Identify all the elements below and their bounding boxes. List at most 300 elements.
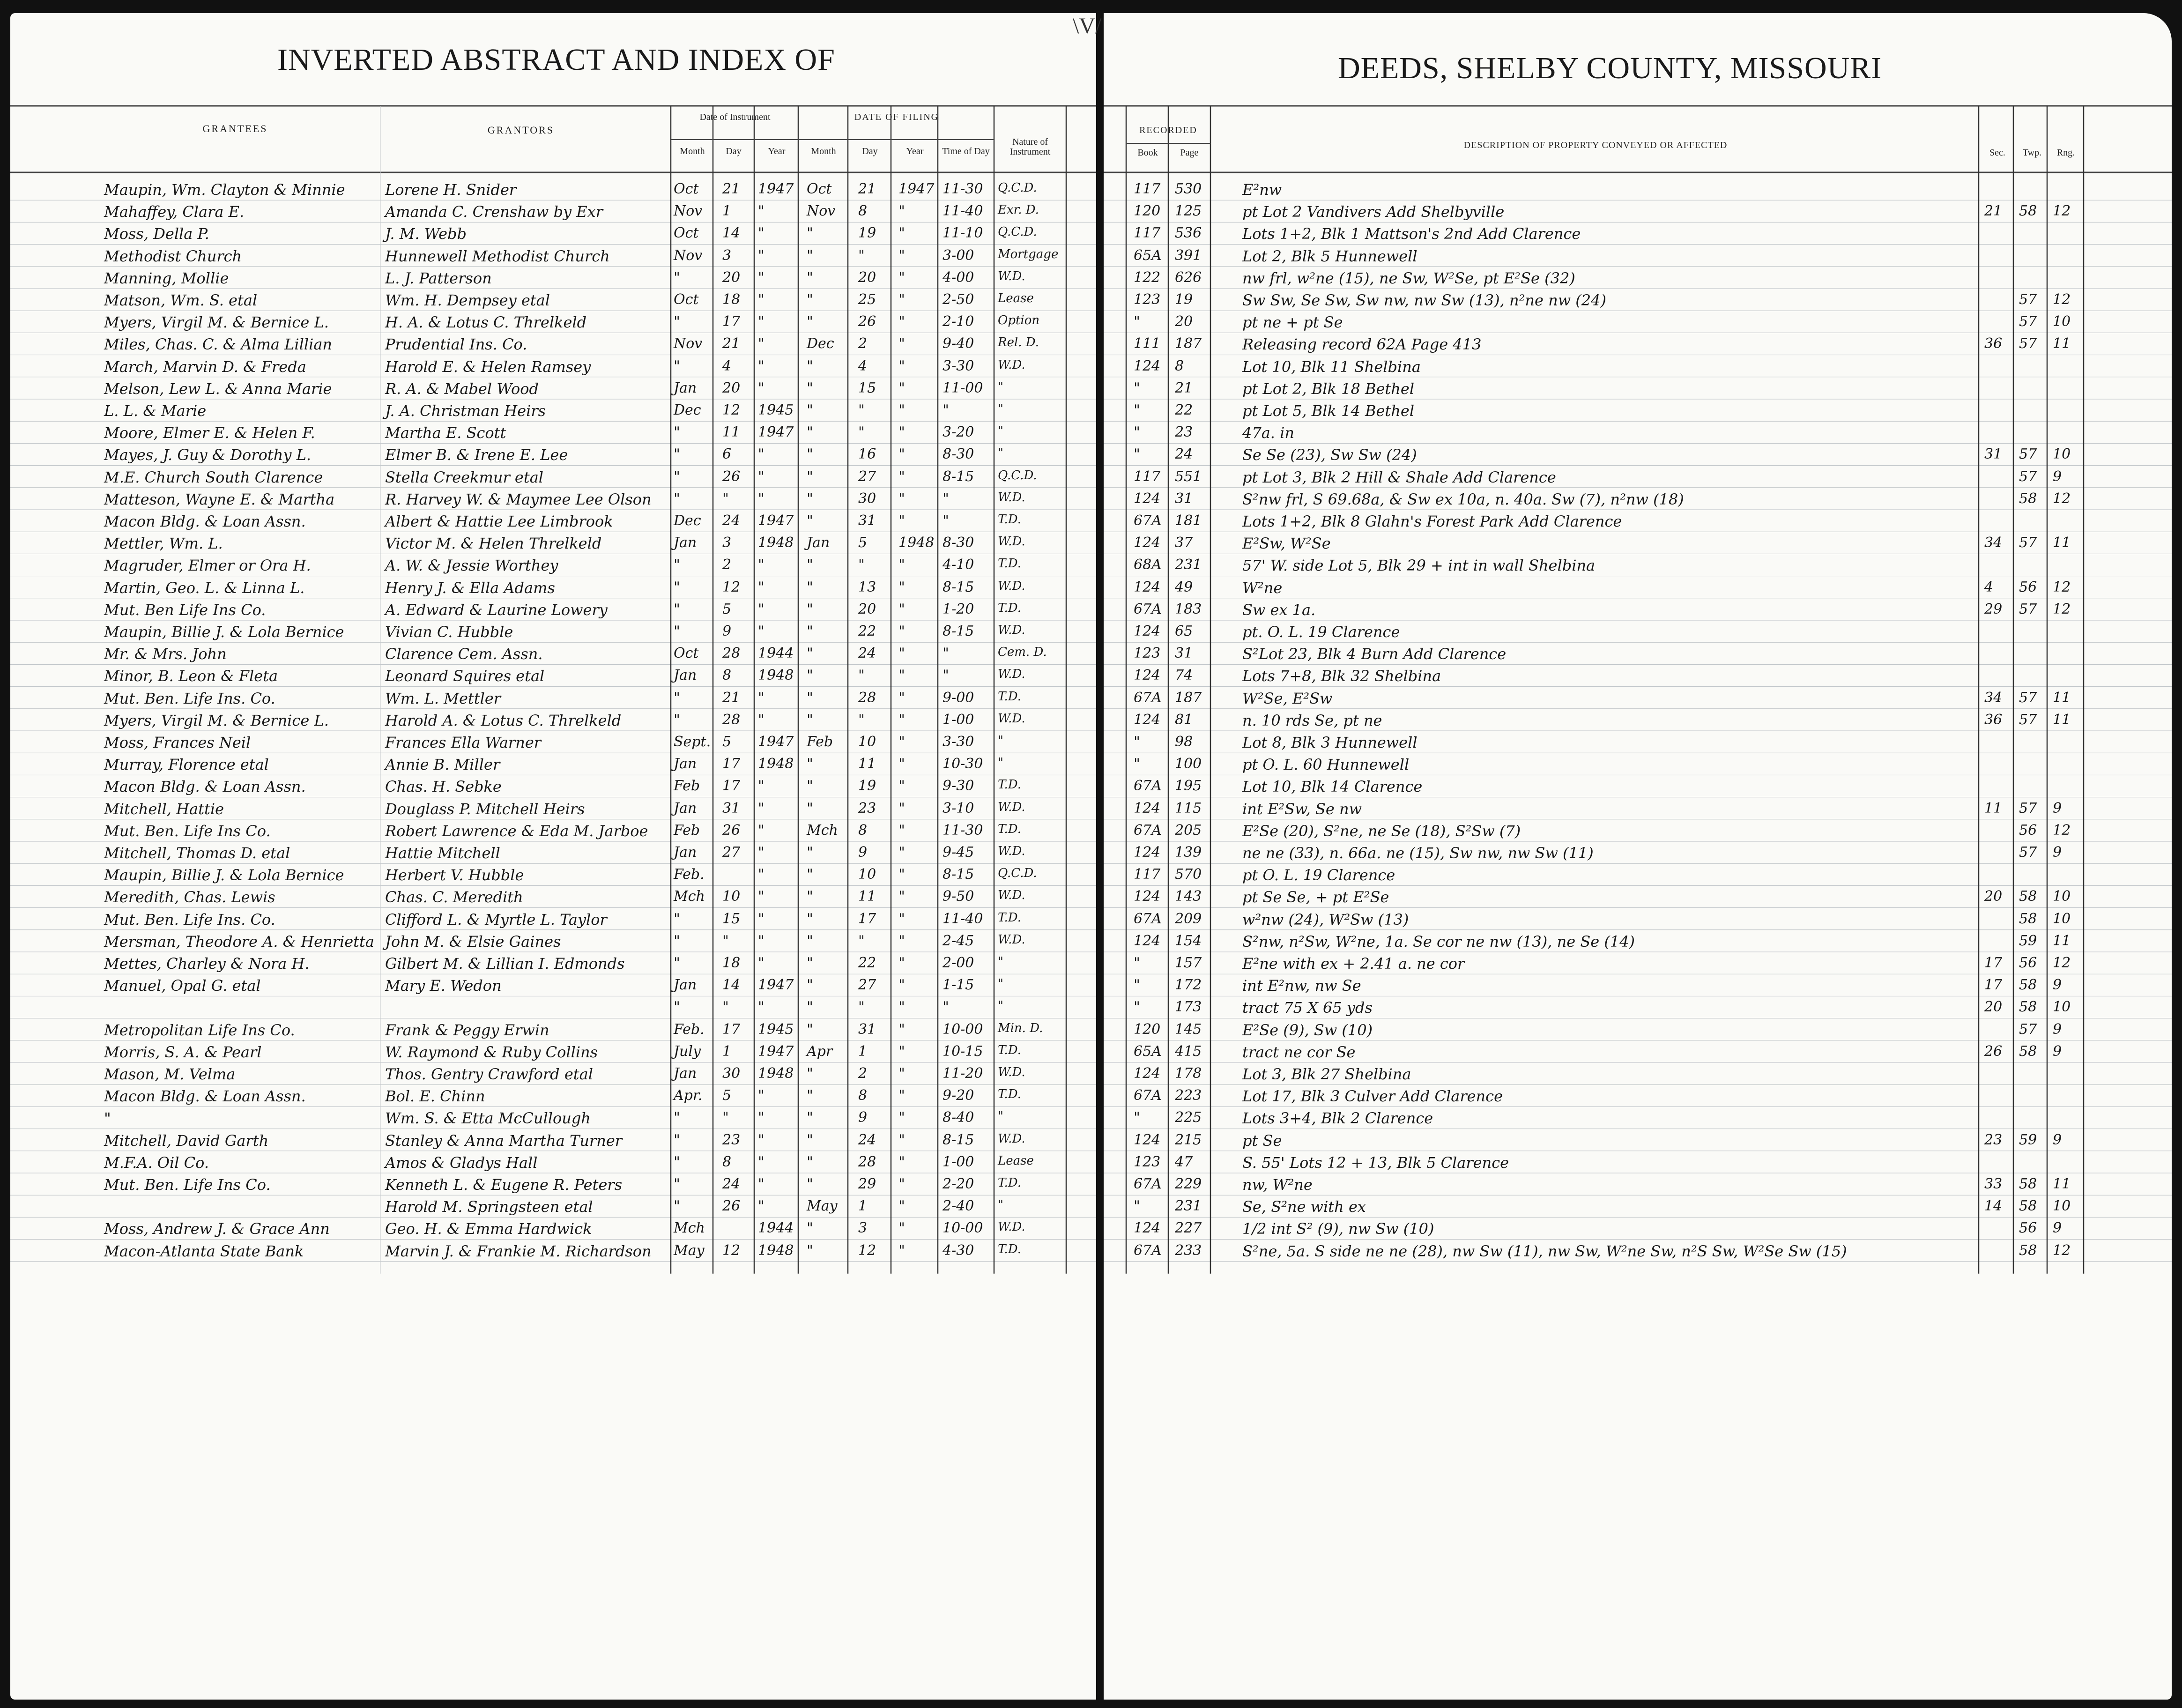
left-cell-time: 9-20 [943, 1087, 974, 1104]
left-cell-im: Feb. [674, 866, 705, 883]
right-cell-sec: 34 [1984, 535, 2003, 551]
left-cell-id: 20 [722, 379, 741, 396]
right-cell-book: " [1134, 313, 1140, 330]
left-entry-row [10, 888, 1096, 910]
right-cell-rng: 9 [2053, 1043, 2062, 1060]
right-entry-row [1104, 1176, 2172, 1197]
left-cell-fy: " [898, 468, 905, 485]
right-cell-twp: 57 [2019, 313, 2037, 330]
right-cell-book: 124 [1134, 844, 1161, 861]
right-cell-desc: E²Se (20), S²ne, ne Se (18), S²Sw (7) [1242, 822, 1521, 840]
left-cell-nature: Q.C.D. [998, 225, 1037, 239]
left-cell-time: 1-00 [943, 711, 974, 728]
right-cell-desc: pt Lot 3, Blk 2 Hill & Shale Add Clarence [1242, 468, 1556, 486]
left-cell-nature: T.D. [998, 689, 1021, 704]
left-cell-im: " [674, 601, 680, 617]
right-cell-twp: 58 [2019, 490, 2037, 507]
left-cell-fy: 1948 [898, 535, 935, 551]
left-cell-grantor: Victor M. & Helen Threlkeld [385, 535, 602, 553]
left-cell-id: 1 [722, 1043, 732, 1060]
left-cell-grantor: J. A. Christman Heirs [385, 402, 546, 420]
left-cell-fm: " [807, 557, 813, 573]
left-cell-iy: 1947 [758, 181, 794, 197]
left-cell-fd: " [858, 999, 865, 1016]
left-cell-im: Feb [674, 778, 700, 795]
left-cell-grantor: Henry J. & Ella Adams [385, 579, 555, 597]
left-cell-iy: 1948 [758, 1242, 794, 1259]
left-cell-iy: " [758, 357, 764, 374]
left-entry-row [10, 690, 1096, 711]
right-cell-twp: 56 [2019, 1220, 2037, 1237]
header-sec: Sec. [1989, 148, 2005, 158]
right-cell-page: 205 [1175, 822, 1202, 839]
left-cell-time: 4-00 [943, 269, 974, 286]
left-entry-row [10, 1021, 1096, 1043]
left-cell-fd: 2 [858, 335, 868, 352]
left-cell-time: 10-00 [943, 1220, 983, 1237]
left-cell-fm: " [807, 379, 813, 396]
left-cell-grantor: A. Edward & Laurine Lowery [385, 601, 608, 619]
right-entry-row [1104, 446, 2172, 468]
left-cell-iy: " [758, 1109, 764, 1126]
left-cell-id: 24 [722, 512, 741, 529]
left-cell-id: 9 [722, 623, 732, 639]
right-cell-book: 67A [1134, 822, 1162, 839]
right-entry-row [1104, 999, 2172, 1020]
left-cell-fy: " [898, 977, 905, 994]
right-cell-book: " [1134, 955, 1140, 971]
left-cell-nature: W.D. [998, 888, 1025, 903]
left-cell-nature: Option [998, 313, 1040, 328]
left-cell-nature: W.D. [998, 1220, 1025, 1234]
left-cell-iy: " [758, 247, 764, 264]
left-cell-grantor: Martha E. Scott [385, 424, 506, 442]
right-cell-page: 47 [1175, 1153, 1193, 1170]
left-cell-fm: Feb [807, 734, 833, 750]
left-cell-im: " [674, 689, 680, 706]
right-cell-desc: S²Lot 23, Blk 4 Burn Add Clarence [1242, 645, 1507, 663]
left-cell-im: " [674, 999, 680, 1016]
right-cell-page: 231 [1175, 1198, 1202, 1215]
right-cell-rng: 11 [2053, 1176, 2071, 1192]
left-cell-grantee: Metropolitan Life Ins Co. [104, 1021, 295, 1039]
right-cell-page: 391 [1175, 247, 1202, 264]
left-cell-fy: " [898, 734, 905, 750]
right-cell-page: 37 [1175, 535, 1193, 551]
right-cell-rng: 12 [2053, 822, 2071, 839]
left-cell-time: 4-10 [943, 557, 974, 573]
right-cell-sec: 36 [1984, 711, 2003, 728]
right-cell-desc: ne ne (33), n. 66a. ne (15), Sw nw, nw Sw (11) [1242, 844, 1594, 862]
left-cell-im: Oct [674, 225, 699, 242]
left-cell-time: 10-00 [943, 1021, 983, 1038]
left-entry-row [10, 712, 1096, 733]
left-cell-grantee: Miles, Chas. C. & Alma Lillian [104, 335, 333, 354]
right-cell-book: " [1134, 379, 1140, 396]
right-entry-row [1104, 225, 2172, 246]
left-cell-grantee: Moss, Della P. [104, 225, 209, 243]
left-cell-nature: T.D. [998, 1043, 1021, 1057]
left-cell-grantor: Herbert V. Hubble [385, 866, 524, 884]
right-cell-page: 225 [1175, 1109, 1202, 1126]
header-rng: Rng. [2056, 148, 2075, 158]
right-entry-row [1104, 734, 2172, 755]
left-entry-row [10, 822, 1096, 844]
left-cell-fm: " [807, 1087, 813, 1104]
right-cell-rng: 12 [2053, 1242, 2071, 1259]
right-cell-rng: 9 [2053, 1220, 2062, 1237]
left-cell-fd: " [858, 402, 865, 418]
left-cell-fy: " [898, 1242, 905, 1259]
left-cell-im: Feb [674, 822, 700, 839]
left-cell-im: Oct [674, 645, 699, 662]
right-cell-desc: Lots 1+2, Blk 1 Mattson's 2nd Add Clarence [1242, 225, 1581, 243]
left-cell-fd: 1 [858, 1043, 868, 1060]
left-cell-id: 12 [722, 402, 741, 418]
right-cell-desc: Releasing record 62A Page 413 [1242, 335, 1482, 354]
right-cell-page: 31 [1175, 645, 1193, 662]
right-cell-book: 67A [1134, 778, 1162, 795]
left-cell-fy: " [898, 247, 905, 264]
left-cell-grantee: Macon Bldg. & Loan Assn. [104, 778, 306, 796]
left-cell-time: 9-30 [943, 778, 974, 795]
left-cell-im: " [674, 1198, 680, 1215]
right-entry-row [1104, 667, 2172, 689]
left-cell-time: 9-50 [943, 888, 974, 905]
left-cell-fd: 22 [858, 955, 876, 971]
right-cell-desc: 1/2 int S² (9), nw Sw (10) [1242, 1220, 1434, 1238]
right-cell-page: 31 [1175, 490, 1193, 507]
right-cell-desc: S²nw frl, S 69.68a, & Sw ex 10a, n. 40a. Sw (7), n²nw (18) [1242, 490, 1684, 508]
left-entry-row [10, 756, 1096, 777]
left-cell-grantor: J. M. Webb [385, 225, 467, 243]
left-cell-iy: 1947 [758, 977, 794, 994]
right-cell-rng: 9 [2053, 468, 2062, 485]
left-cell-im: Mch [674, 888, 705, 905]
right-cell-sec: 23 [1984, 1131, 2003, 1148]
right-cell-book: " [1134, 734, 1140, 750]
right-cell-book: " [1134, 999, 1140, 1016]
left-cell-grantor: R. Harvey W. & Maymee Lee Olson [385, 490, 652, 508]
left-cell-id: 26 [722, 822, 741, 839]
right-cell-sec: 17 [1984, 955, 2003, 971]
right-cell-sec: 31 [1984, 446, 2003, 463]
left-cell-fy: " [898, 379, 905, 396]
left-cell-iy: " [758, 1176, 764, 1192]
right-cell-desc: W²ne [1242, 579, 1283, 597]
left-cell-grantor: Leonard Squires etal [385, 667, 545, 685]
left-cell-fy: " [898, 1087, 905, 1104]
left-cell-nature: Q.C.D. [998, 468, 1037, 483]
left-cell-iy: 1947 [758, 424, 794, 441]
right-cell-page: 65 [1175, 623, 1193, 639]
left-cell-time: 9-00 [943, 689, 974, 706]
left-cell-grantor: Harold M. Springsteen etal [385, 1198, 593, 1216]
right-cell-desc: Lot 10, Blk 11 Shelbina [1242, 357, 1421, 376]
left-cell-im: Jan [674, 756, 697, 772]
right-cell-desc: S²ne, 5a. S side ne ne (28), nw Sw (11), nw Sw, W²ne Sw, n²S Sw, W²Se Sw (15) [1242, 1242, 1847, 1260]
left-cell-id: 21 [722, 335, 741, 352]
left-cell-im: May [674, 1242, 705, 1259]
right-cell-sec: 29 [1984, 601, 2003, 617]
left-cell-grantee: Moss, Frances Neil [104, 734, 251, 751]
right-cell-desc: w²nw (24), W²Sw (13) [1242, 910, 1409, 928]
right-cell-page: 626 [1175, 269, 1202, 286]
right-cell-sec: 4 [1984, 579, 1994, 595]
left-cell-time: 2-40 [943, 1198, 974, 1215]
right-cell-book: 124 [1134, 1065, 1161, 1082]
right-entry-row [1104, 1220, 2172, 1241]
left-cell-fd: 15 [858, 379, 876, 396]
left-cell-nature: " [998, 1198, 1003, 1212]
right-entry-row [1104, 1132, 2172, 1153]
left-cell-iy: " [758, 1131, 764, 1148]
left-cell-fm: " [807, 1109, 813, 1126]
left-cell-id: 28 [722, 711, 741, 728]
right-cell-book: 122 [1134, 269, 1161, 286]
right-cell-book: " [1134, 1109, 1140, 1126]
right-cell-twp: 56 [2019, 955, 2037, 971]
left-entry-row [10, 402, 1096, 423]
left-ledger-page [10, 13, 1102, 1700]
right-cell-twp: 57 [2019, 689, 2037, 706]
left-entry-row [10, 446, 1096, 468]
right-cell-book: 124 [1134, 579, 1161, 595]
left-cell-nature: W.D. [998, 711, 1025, 726]
left-cell-time: 8-15 [943, 623, 974, 639]
left-cell-id: 11 [722, 424, 741, 441]
left-cell-im: " [674, 910, 680, 927]
right-entry-row [1104, 579, 2172, 601]
right-cell-desc: S²nw, n²Sw, W²ne, 1a. Se cor ne nw (13), ne Se (14) [1242, 932, 1635, 951]
header-filing-month: Month [811, 146, 836, 156]
left-cell-nature: Exr. D. [998, 203, 1039, 217]
right-cell-desc: W²Se, E²Sw [1242, 689, 1333, 707]
header-filing-year: Year [906, 146, 924, 156]
left-entry-row [10, 1198, 1096, 1219]
left-cell-fy: " [898, 888, 905, 905]
left-cell-id: 20 [722, 269, 741, 286]
left-cell-fd: 10 [858, 866, 876, 883]
left-cell-iy: " [758, 955, 764, 971]
left-cell-fd: 20 [858, 601, 876, 617]
left-cell-grantor: Wm. L. Mettler [385, 689, 501, 707]
left-cell-nature: Rel. D. [998, 335, 1039, 350]
right-entry-row [1104, 888, 2172, 910]
left-cell-time: 1-20 [943, 601, 974, 617]
right-cell-book: 65A [1134, 1043, 1162, 1060]
left-cell-im: " [674, 623, 680, 639]
right-cell-rng: 10 [2053, 1198, 2071, 1215]
left-cell-time: 2-50 [943, 291, 974, 308]
left-cell-fd: 27 [858, 977, 876, 994]
right-cell-desc: nw, W²ne [1242, 1176, 1313, 1194]
left-cell-grantor: Stanley & Anna Martha Turner [385, 1131, 623, 1150]
left-cell-nature: Min. D. [998, 1021, 1043, 1035]
right-cell-book: 67A [1134, 910, 1162, 927]
right-cell-book: 68A [1134, 557, 1162, 573]
left-cell-fy: " [898, 1131, 905, 1148]
right-cell-twp: 56 [2019, 822, 2037, 839]
left-cell-iy: " [758, 557, 764, 573]
right-cell-page: 143 [1175, 888, 1202, 905]
left-entry-row [10, 579, 1096, 601]
left-cell-fm: " [807, 512, 813, 529]
left-cell-iy: " [758, 1087, 764, 1104]
left-entry-row [10, 313, 1096, 335]
left-cell-grantor: Harold A. & Lotus C. Threlkeld [385, 711, 622, 729]
right-entry-row [1104, 1109, 2172, 1131]
left-cell-id: 14 [722, 977, 741, 994]
right-cell-page: 157 [1175, 955, 1202, 971]
left-cell-im: " [674, 1109, 680, 1126]
left-cell-iy: " [758, 800, 764, 817]
left-cell-grantee: Mitchell, Thomas D. etal [104, 844, 290, 862]
left-cell-im: Jan [674, 1065, 697, 1082]
left-cell-fd: " [858, 932, 865, 949]
right-entry-row [1104, 601, 2172, 623]
left-cell-grantor: Lorene H. Snider [385, 181, 517, 199]
right-entry-row [1104, 756, 2172, 777]
right-cell-twp: 57 [2019, 800, 2037, 817]
right-cell-page: 81 [1175, 711, 1193, 728]
left-cell-fy: " [898, 711, 905, 728]
left-cell-fm: " [807, 1242, 813, 1259]
left-entry-row [10, 181, 1096, 202]
left-cell-id: 5 [722, 1087, 732, 1104]
left-cell-im: Jan [674, 800, 697, 817]
left-cell-fm: " [807, 247, 813, 264]
left-cell-grantor: Robert Lawrence & Eda M. Jarboe [385, 822, 648, 840]
right-cell-twp: 57 [2019, 335, 2037, 352]
left-cell-id: " [722, 490, 729, 507]
right-entry-row [1104, 424, 2172, 446]
left-cell-nature: Lease [998, 1153, 1034, 1168]
left-cell-id: 24 [722, 1176, 741, 1192]
left-cell-fd: 2 [858, 1065, 868, 1082]
left-cell-fm: " [807, 999, 813, 1016]
left-entry-row [10, 535, 1096, 556]
left-cell-id: 8 [722, 667, 732, 684]
left-cell-fd: 31 [858, 512, 876, 529]
left-entry-row [10, 335, 1096, 357]
left-cell-fd: " [858, 247, 865, 264]
left-cell-grantor: Hunnewell Methodist Church [385, 247, 610, 265]
left-cell-fd: " [858, 557, 865, 573]
left-cell-time: 3-00 [943, 247, 974, 264]
left-cell-fm: " [807, 1153, 813, 1170]
left-cell-grantee: Mut. Ben. Life Ins. Co. [104, 689, 275, 707]
left-entry-row [10, 866, 1096, 888]
left-cell-fy: " [898, 402, 905, 418]
left-entry-row [10, 358, 1096, 379]
right-cell-desc: Lots 3+4, Blk 2 Clarence [1242, 1109, 1433, 1128]
left-cell-fd: 22 [858, 623, 876, 639]
left-entry-row [10, 1109, 1096, 1131]
left-cell-time: 3-30 [943, 734, 974, 750]
left-cell-im: " [674, 1131, 680, 1148]
left-cell-id: 10 [722, 888, 741, 905]
right-cell-book: " [1134, 402, 1140, 418]
left-cell-nature: W.D. [998, 1131, 1025, 1146]
left-cell-nature: W.D. [998, 667, 1025, 682]
right-cell-book: " [1134, 446, 1140, 463]
left-cell-fm: " [807, 1176, 813, 1192]
left-cell-id: 2 [722, 557, 732, 573]
right-cell-rng: 11 [2053, 932, 2071, 949]
left-entry-row [10, 734, 1096, 755]
right-cell-book: 124 [1134, 1220, 1161, 1237]
left-cell-grantee: Magruder, Elmer or Ora H. [104, 557, 311, 575]
right-cell-page: 21 [1175, 379, 1193, 396]
left-entry-row [10, 1043, 1096, 1065]
left-cell-id: 12 [722, 1242, 741, 1259]
left-cell-fm: Dec [807, 335, 834, 352]
right-cell-desc: n. 10 rds Se, pt ne [1242, 711, 1382, 729]
right-cell-desc: pt O. L. 60 Hunnewell [1242, 756, 1410, 774]
left-cell-fy: " [898, 866, 905, 883]
left-cell-grantee: Mahaffey, Clara E. [104, 203, 245, 221]
left-cell-fm: " [807, 446, 813, 463]
left-cell-iy: " [758, 844, 764, 861]
right-cell-page: 415 [1175, 1043, 1202, 1060]
left-cell-fy: " [898, 512, 905, 529]
left-cell-nature: " [998, 446, 1003, 460]
right-cell-book: 67A [1134, 512, 1162, 529]
right-entry-row [1104, 844, 2172, 866]
right-cell-page: 23 [1175, 424, 1193, 441]
left-cell-grantor: Frank & Peggy Erwin [385, 1021, 549, 1039]
left-cell-fy: " [898, 667, 905, 684]
left-cell-grantor: Clifford L. & Myrtle L. Taylor [385, 910, 607, 928]
left-cell-im: Nov [674, 203, 703, 220]
left-cell-iy: 1945 [758, 1021, 794, 1038]
right-entry-row [1104, 800, 2172, 822]
left-cell-nature: W.D. [998, 800, 1025, 814]
left-cell-time: " [943, 645, 949, 662]
right-cell-book: 67A [1134, 1176, 1162, 1192]
left-cell-iy: " [758, 888, 764, 905]
right-cell-book: 65A [1134, 247, 1162, 264]
left-entry-row [10, 933, 1096, 954]
right-entry-row [1104, 977, 2172, 998]
left-cell-time: " [943, 490, 949, 507]
right-cell-desc: pt O. L. 19 Clarence [1242, 866, 1395, 884]
left-cell-iy: 1944 [758, 1220, 794, 1237]
right-cell-page: 187 [1175, 689, 1202, 706]
left-cell-fy: " [898, 756, 905, 772]
left-cell-time: 1-15 [943, 977, 974, 994]
left-cell-iy: 1947 [758, 512, 794, 529]
left-cell-iy: " [758, 335, 764, 352]
right-cell-page: 98 [1175, 734, 1193, 750]
left-cell-fy: " [898, 1153, 905, 1170]
left-cell-time: 1-00 [943, 1153, 974, 1170]
right-cell-page: 8 [1175, 357, 1184, 374]
right-entry-row [1104, 291, 2172, 313]
left-cell-fm: " [807, 291, 813, 308]
left-cell-id: 21 [722, 181, 741, 197]
left-cell-fm: " [807, 1065, 813, 1082]
left-cell-grantee: L. L. & Marie [104, 402, 207, 420]
left-cell-grantee: Mettes, Charley & Nora H. [104, 955, 310, 973]
left-cell-grantor: Harold E. & Helen Ramsey [385, 357, 591, 376]
right-cell-desc: Lot 2, Blk 5 Hunnewell [1242, 247, 1418, 265]
right-cell-book: 124 [1134, 711, 1161, 728]
left-cell-fm: " [807, 866, 813, 883]
left-cell-grantee: Mitchell, David Garth [104, 1131, 269, 1150]
left-entry-row [10, 468, 1096, 490]
